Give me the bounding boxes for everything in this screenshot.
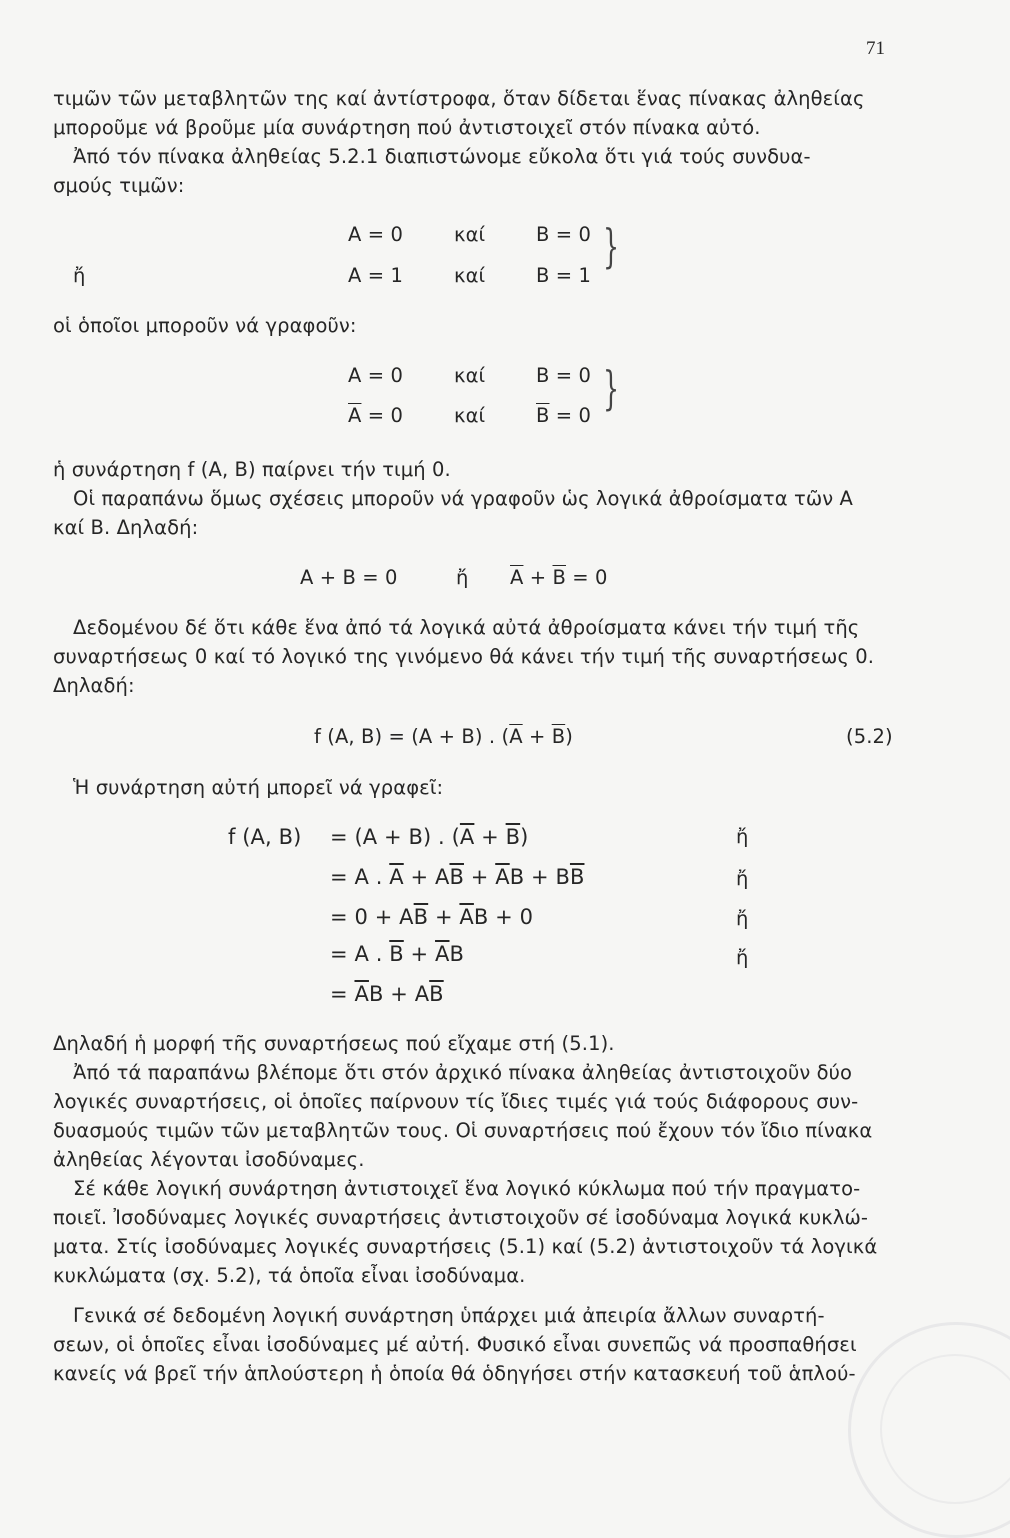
text-line: Σέ κάθε λογική συνάρτηση ἀντιστοιχεῖ ἕνα λογικό κύκλωμα πού τήν πραγματο-	[73, 1177, 861, 1200]
equation-b: B = 1	[536, 264, 592, 287]
or-word: ἤ	[736, 907, 749, 930]
equation-b: B = 0	[536, 364, 592, 387]
text-line: μποροῦμε νά βροῦμε μία συνάρτηση πού ἀντιστοιχεῖ στόν πίνακα αὐτό.	[53, 116, 761, 139]
right-brace: }	[603, 361, 620, 415]
text-line: δυασμούς τιμῶν τῶν μεταβλητῶν τους. Οἱ συναρτήσεις πού ἔχουν τόν ἴδιο πίνακα	[53, 1119, 873, 1142]
text-line: Δηλαδή:	[53, 674, 135, 697]
or-word: ἤ	[736, 867, 749, 890]
text-line: Ἀπό τά παραπάνω βλέπομε ὅτι στόν ἀρχικό πίνακα ἀληθείας ἀντιστοιχοῦν δύο	[73, 1061, 853, 1084]
text-line: ποιεῖ. Ἰσοδύναμες λογικές συναρτήσεις ἀντιστοιχοῦν σέ ἰσοδύναμα λογικά κυκλώ-	[53, 1206, 869, 1229]
equation-label: (5.2)	[846, 725, 893, 748]
equation-sum: A + B = 0	[300, 566, 398, 589]
derivation-line-2: = A . $\overline{A} + A\overline{B} + \overline{A}B + B\overline{B}$	[330, 865, 585, 889]
or-word: ἤ	[456, 566, 469, 589]
equation-and: καί	[454, 264, 486, 287]
equation-a: A = 1	[348, 264, 403, 287]
text-line: συναρτήσεως 0 καί τό λογικό της γινόμενο θά κάνει τήν τιμή τῆς συναρτήσεως 0.	[53, 645, 875, 668]
derivation-lhs: f (A, B)	[228, 825, 302, 849]
text-line: λογικές συναρτήσεις, οἱ ὁποῖες παίρνουν τίς ἴδιες τιμές γιά τούς διάφορους συν-	[53, 1090, 859, 1113]
equation-a: A = 0	[348, 223, 403, 246]
text-line: σμούς τιμῶν:	[53, 174, 185, 197]
or-word: ἤ	[73, 264, 86, 287]
text-line: ματα. Στίς ἰσοδύναμες λογικές συναρτήσεις (5.1) καί (5.2) ἀντιστοιχοῦν τά λογικά	[53, 1235, 878, 1258]
page-number: 71	[866, 38, 885, 59]
equation-b-bar: $\overline{B} = 0$	[536, 404, 592, 427]
right-brace: }	[603, 219, 620, 273]
text-line: Οἱ παραπάνω ὅμως σχέσεις μποροῦν νά γραφοῦν ὡς λογικά ἀθροίσματα τῶν A	[73, 487, 853, 510]
or-word: ἤ	[736, 825, 749, 848]
equation-and: καί	[454, 364, 486, 387]
text-line: Ἡ συνάρτηση αὐτή μπορεῖ νά γραφεῖ:	[73, 776, 444, 799]
text-line: Δεδομένου δέ ὅτι κάθε ἕνα ἀπό τά λογικά αὐτά ἀθροίσματα κάνει τήν τιμή τῆς	[73, 616, 860, 639]
equation-and: καί	[454, 404, 486, 427]
derivation-line-4: = A . $\overline{B} + \overline{A}B$	[330, 942, 465, 966]
equation-b: B = 0	[536, 223, 592, 246]
equation-a: A = 0	[348, 364, 403, 387]
text-line: καί B. Δηλαδή:	[53, 516, 199, 539]
text-line: Δηλαδή ἡ μορφή τῆς συναρτήσεως πού εἴχαμε στή (5.1).	[53, 1032, 615, 1055]
text-line: τιμῶν τῶν μεταβλητῶν της καί ἀντίστροφα, ὅταν δίδεται ἕνας πίνακας ἀληθείας	[53, 87, 865, 110]
text-line: ἀληθείας λέγονται ἰσοδύναμες.	[53, 1148, 365, 1171]
equation-sum-bar: $\overline{A} + \overline{B} = 0$	[510, 566, 608, 589]
text-line: κανείς νά βρεῖ τήν ἁπλούστερη ἡ ὁποία θά ὁδηγήσει στήν κατασκευή τοῦ ἁπλού-	[53, 1362, 856, 1385]
equation-5-2: f (A, B) = (A + B) . $(\overline{A} + \overline{B})$	[314, 725, 573, 748]
derivation-line-3: = $0 + A\overline{B} + \overline{A}B + 0$	[330, 905, 534, 929]
text-line: Γενικά σέ δεδομένη λογική συνάρτηση ὑπάρχει μιά ἀπειρία ἄλλων συναρτή-	[73, 1304, 825, 1327]
equation-and: καί	[454, 223, 486, 246]
text-line: κυκλώματα (σχ. 5.2), τά ὁποῖα εἶναι ἰσοδύναμα.	[53, 1264, 526, 1287]
equation-a-bar: $\overline{A} = 0$	[348, 404, 403, 427]
text-line: Ἀπό τόν πίνακα ἀληθείας 5.2.1 διαπιστώνομε εὔκολα ὅτι γιά τούς συνδυα-	[73, 145, 811, 168]
text-line: οἱ ὁποῖοι μποροῦν νά γραφοῦν:	[53, 314, 357, 337]
derivation-line-5: = $\overline{A}B + A\overline{B}$	[330, 982, 444, 1006]
text-line: σεων, οἱ ὁποῖες εἶναι ἰσοδύναμες μέ αὐτή. Φυσικό εἶναι συνεπῶς νά προσπαθήσει	[53, 1333, 857, 1356]
or-word: ἤ	[736, 946, 749, 969]
derivation-line-1: = (A + B) . $(\overline{A} + \overline{B})$	[330, 825, 529, 849]
text-line: ἡ συνάρτηση f (A, B) παίρνει τήν τιμή 0.	[53, 458, 451, 481]
